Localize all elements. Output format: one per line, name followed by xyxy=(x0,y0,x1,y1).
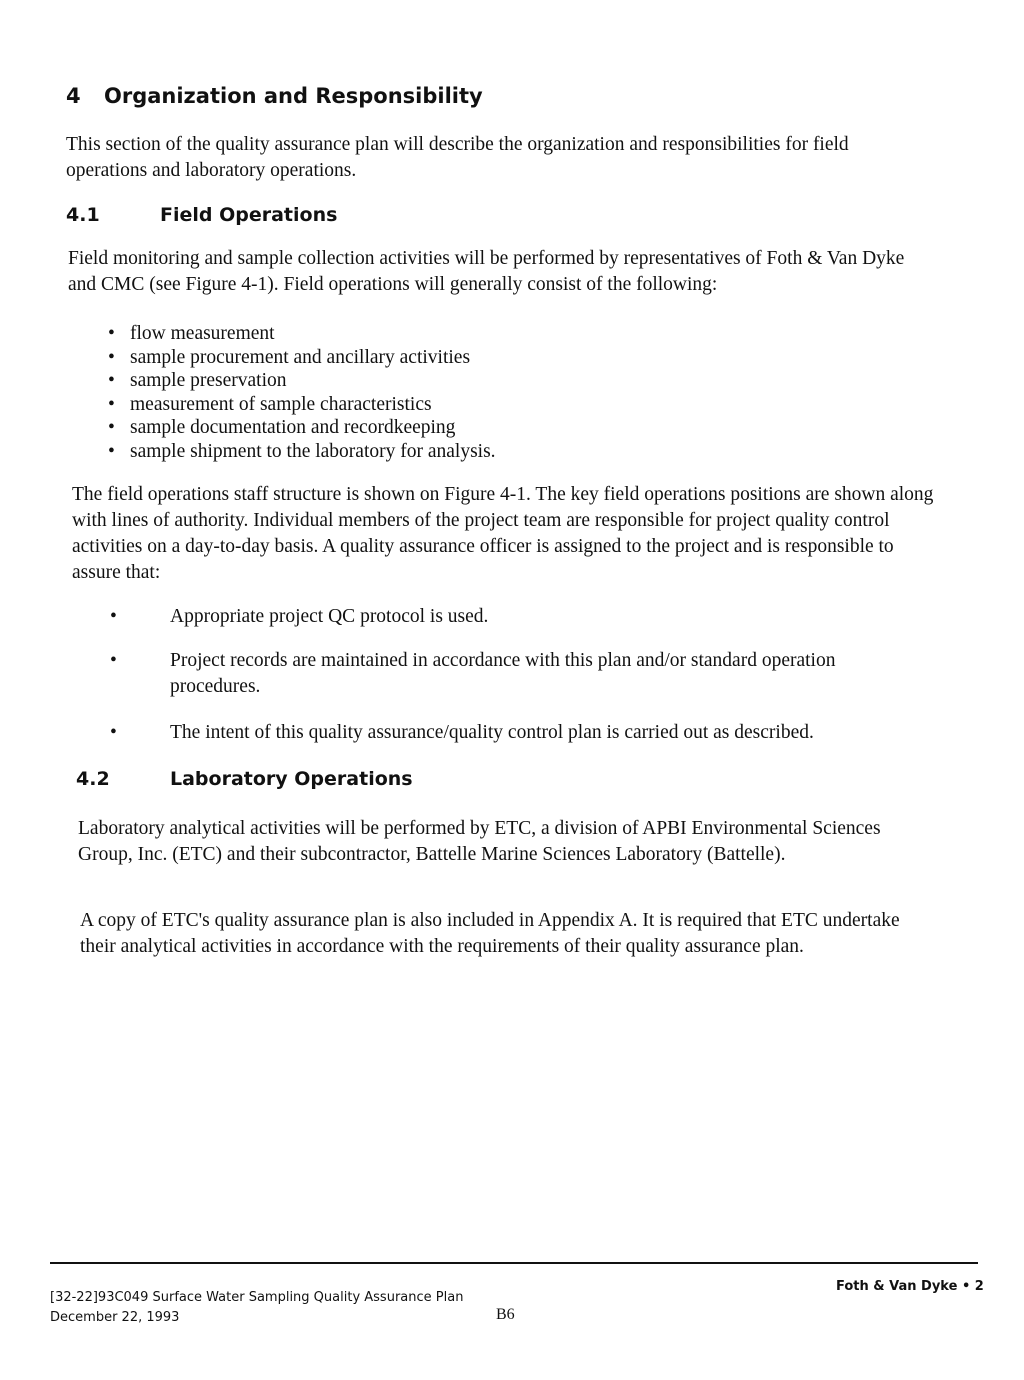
footer-page-code: B6 xyxy=(496,1306,515,1323)
section-title: Organization and Responsibility xyxy=(104,84,483,108)
footer-company-page: Foth & Van Dyke • 2 xyxy=(836,1279,984,1294)
subsection-title: Field Operations xyxy=(160,204,338,226)
list-item: • sample shipment to the laboratory for analysis. xyxy=(108,440,496,462)
assurance-item xyxy=(110,604,910,630)
footer-date: December 22, 1993 xyxy=(50,1310,180,1325)
assurance-text: Appropriate project QC protocol is used. xyxy=(170,606,489,627)
field-ops-activity-list xyxy=(108,322,496,464)
bullet-icon: • xyxy=(110,722,117,743)
section-intro: This section of the quality assurance plan will describe the organization and responsibilities for field operations and laboratory operations. xyxy=(66,134,849,181)
list-item: • flow measurement xyxy=(108,323,275,344)
subsection-heading-lab xyxy=(76,768,413,790)
list-item: • sample procurement and ancillary activities xyxy=(108,346,471,368)
assurance-text: Project records are maintained in accordance with this plan and/or standard operation procedures. xyxy=(170,650,836,697)
bullet-icon: • xyxy=(108,393,115,415)
bullet-icon: • xyxy=(110,606,117,627)
list-item: • sample preservation xyxy=(108,370,287,392)
field-ops-paragraph-1: Field monitoring and sample collection activities will be performed by representatives of Foth & Van Dyke and CMC (see Figure 4-1). Field operations will generally consist of the following: xyxy=(68,248,905,295)
assurance-item xyxy=(110,648,910,700)
assurance-text: The intent of this quality assurance/quality control plan is carried out as described. xyxy=(170,722,814,743)
bullet-icon: • xyxy=(110,650,117,671)
section-heading xyxy=(66,84,483,108)
footer-rule xyxy=(50,1262,978,1264)
list-item: • sample documentation and recordkeeping xyxy=(108,417,456,439)
bullet-icon: • xyxy=(108,370,115,392)
lab-ops-paragraph-1: Laboratory analytical activities will be performed by ETC, a division of APBI Environmental Sciences Group, Inc. (ETC) and their subcontractor, Battelle Marine Sciences Laboratory (Battelle). xyxy=(78,818,881,865)
bullet-icon: • xyxy=(108,346,115,368)
list-item: • measurement of sample characteristics xyxy=(108,393,432,415)
footer-doc-id: [32-22]93C049 Surface Water Sampling Quality Assurance Plan xyxy=(50,1290,464,1305)
section-number: 4 xyxy=(66,84,81,108)
footer-document-info xyxy=(50,1288,463,1328)
subsection-title: Laboratory Operations xyxy=(170,768,413,790)
subsection-number: 4.2 xyxy=(76,768,110,790)
bullet-icon: • xyxy=(108,323,115,344)
subsection-heading-field xyxy=(66,204,337,226)
subsection-number: 4.1 xyxy=(66,204,100,226)
assurance-item xyxy=(110,720,910,746)
bullet-icon: • xyxy=(108,440,115,462)
bullet-icon: • xyxy=(108,417,115,439)
lab-ops-paragraph-2: A copy of ETC's quality assurance plan is also included in Appendix A. It is required that ETC undertake their analytical activities in accordance with the requirements of their quality assurance plan. xyxy=(80,910,900,957)
field-ops-paragraph-2: The field operations staff structure is shown on Figure 4-1. The key field operations positions are shown along with lines of authority. Individual members of the project team are responsible for project quality control activities on a day-to-day basis. A quality assurance officer is assigned to the project and is responsible to assure that: xyxy=(72,484,934,583)
